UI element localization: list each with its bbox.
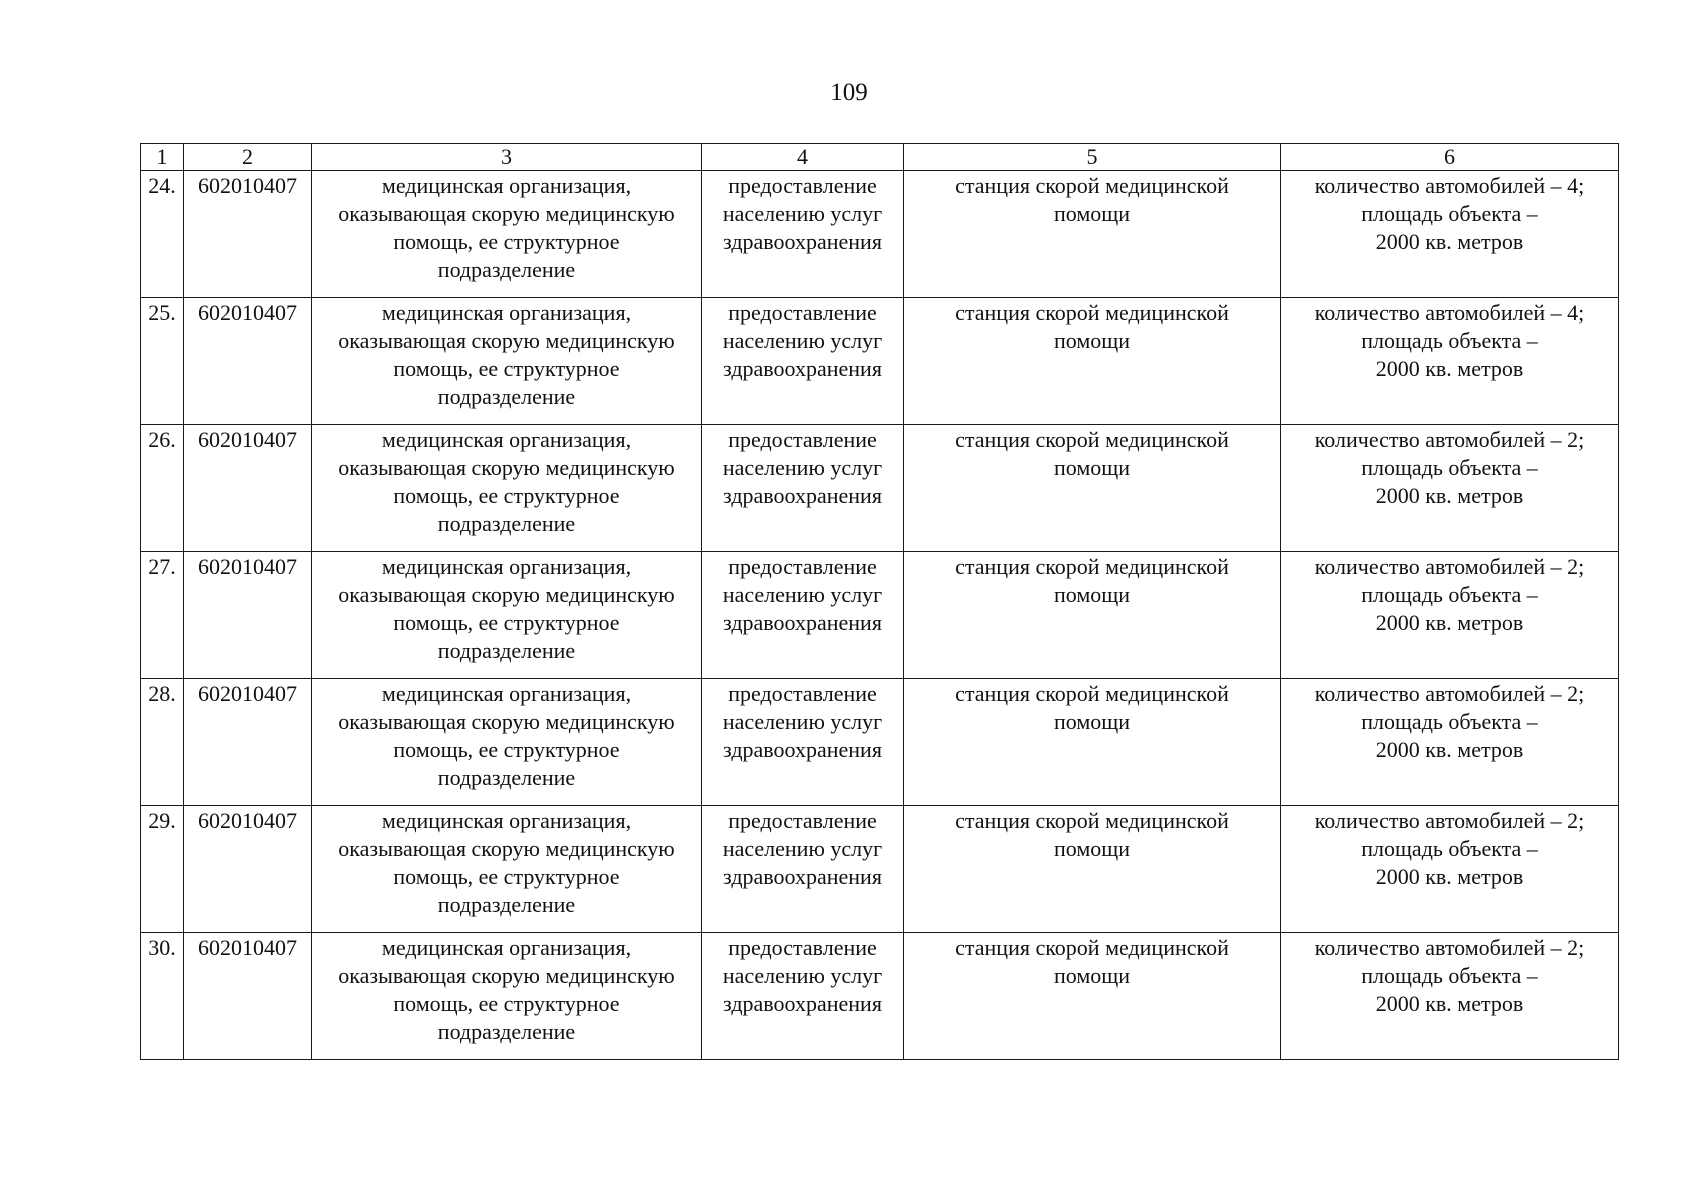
cell-line: помощи [1054,709,1130,734]
purpose-cell [702,298,904,425]
code-cell: 602010407 [184,171,312,298]
cell-line: предоставление [728,808,877,833]
cell-line: помощь, ее структурное [393,356,620,381]
cell-line: подразделение [437,638,576,663]
cell-line: оказывающая скорую медицинскую [338,836,675,861]
cell-line: количество автомобилей – 2; [1314,681,1585,706]
cell-line: населению услуг [722,963,883,988]
cell-line: помощи [1054,963,1130,988]
cell-line: помощи [1054,582,1130,607]
cell-line: станция скорой медицинской [955,554,1229,579]
organization-cell [312,933,702,1060]
register-table-body [141,144,1619,1060]
parameters-cell [1281,552,1619,679]
cell-line: медицинская организация, [381,681,632,706]
organization-cell [312,552,702,679]
code-cell: 602010407 [184,298,312,425]
cell-line: населению услуг [722,582,883,607]
cell-line: подразделение [437,1019,576,1044]
cell-line: 2000 кв. метров [1375,356,1524,381]
cell-line: 2000 кв. метров [1375,737,1524,762]
cell-line: оказывающая скорую медицинскую [338,328,675,353]
cell-line: помощь, ее структурное [393,229,620,254]
cell-line: предоставление [728,554,877,579]
cell-line: площадь объекта – [1361,582,1538,607]
object-cell [904,679,1281,806]
cell-line: помощь, ее структурное [393,737,620,762]
cell-line: медицинская организация, [381,935,632,960]
column-number-header: 6 [1281,144,1619,171]
cell-line: здравоохранения [723,483,882,508]
column-number-header: 3 [312,144,702,171]
purpose-cell [702,171,904,298]
row-number-cell: 27. [141,552,184,679]
table-row [141,552,1619,679]
code-cell: 602010407 [184,806,312,933]
cell-line: помощь, ее структурное [393,610,620,635]
purpose-cell [702,552,904,679]
organization-cell [312,298,702,425]
cell-line: населению услуг [722,709,883,734]
cell-line: предоставление [728,427,877,452]
cell-line: населению услуг [722,201,883,226]
cell-line: 2000 кв. метров [1375,483,1524,508]
cell-line: 2000 кв. метров [1375,229,1524,254]
table-row [141,933,1619,1060]
parameters-cell [1281,806,1619,933]
parameters-cell [1281,933,1619,1060]
object-cell [904,425,1281,552]
cell-line: подразделение [437,765,576,790]
table-row [141,679,1619,806]
cell-line: 2000 кв. метров [1375,991,1524,1016]
parameters-cell [1281,298,1619,425]
cell-line: станция скорой медицинской [955,173,1229,198]
cell-line: помощь, ее структурное [393,991,620,1016]
cell-line: предоставление [728,173,877,198]
code-cell: 602010407 [184,933,312,1060]
object-cell [904,933,1281,1060]
cell-line: 2000 кв. метров [1375,864,1524,889]
cell-line: площадь объекта – [1361,328,1538,353]
cell-line: медицинская организация, [381,427,632,452]
cell-line: станция скорой медицинской [955,808,1229,833]
organization-cell [312,425,702,552]
table-row [141,425,1619,552]
cell-line: количество автомобилей – 4; [1314,300,1585,325]
parameters-cell [1281,425,1619,552]
column-number-header: 1 [141,144,184,171]
cell-line: станция скорой медицинской [955,427,1229,452]
purpose-cell [702,425,904,552]
row-number-cell: 29. [141,806,184,933]
cell-line: подразделение [437,257,576,282]
cell-line: медицинская организация, [381,300,632,325]
cell-line: здравоохранения [723,610,882,635]
cell-line: оказывающая скорую медицинскую [338,201,675,226]
parameters-cell [1281,679,1619,806]
cell-line: оказывающая скорую медицинскую [338,455,675,480]
cell-line: станция скорой медицинской [955,681,1229,706]
cell-line: здравоохранения [723,229,882,254]
row-number-cell: 24. [141,171,184,298]
row-number-cell: 28. [141,679,184,806]
cell-line: здравоохранения [723,356,882,381]
table-row [141,298,1619,425]
purpose-cell [702,679,904,806]
object-cell [904,552,1281,679]
cell-line: станция скорой медицинской [955,935,1229,960]
code-cell: 602010407 [184,679,312,806]
cell-line: 2000 кв. метров [1375,610,1524,635]
cell-line: помощи [1054,455,1130,480]
column-number-header: 2 [184,144,312,171]
table-row [141,806,1619,933]
organization-cell [312,679,702,806]
cell-line: населению услуг [722,836,883,861]
column-number-header: 5 [904,144,1281,171]
object-cell [904,806,1281,933]
cell-line: количество автомобилей – 4; [1314,173,1585,198]
cell-line: количество автомобилей – 2; [1314,427,1585,452]
cell-line: медицинская организация, [381,554,632,579]
code-cell: 602010407 [184,552,312,679]
cell-line: площадь объекта – [1361,836,1538,861]
cell-line: предоставление [728,681,877,706]
cell-line: предоставление [728,935,877,960]
table-row [141,171,1619,298]
cell-line: оказывающая скорую медицинскую [338,963,675,988]
cell-line: населению услуг [722,455,883,480]
cell-line: предоставление [728,300,877,325]
column-number-row [141,144,1619,171]
cell-line: площадь объекта – [1361,709,1538,734]
page-number: 109 [830,79,868,106]
cell-line: медицинская организация, [381,808,632,833]
register-table [140,143,1619,1060]
cell-line: подразделение [437,892,576,917]
row-number-cell: 30. [141,933,184,1060]
cell-line: здравоохранения [723,864,882,889]
row-number-cell: 26. [141,425,184,552]
column-number-header: 4 [702,144,904,171]
cell-line: оказывающая скорую медицинскую [338,582,675,607]
object-cell [904,298,1281,425]
cell-line: помощи [1054,328,1130,353]
cell-line: населению услуг [722,328,883,353]
cell-line: медицинская организация, [381,173,632,198]
row-number-cell: 25. [141,298,184,425]
cell-line: количество автомобилей – 2; [1314,554,1585,579]
cell-line: количество автомобилей – 2; [1314,808,1585,833]
cell-line: помощи [1054,836,1130,861]
cell-line: помощи [1054,201,1130,226]
cell-line: подразделение [437,511,576,536]
cell-line: площадь объекта – [1361,201,1538,226]
code-cell: 602010407 [184,425,312,552]
organization-cell [312,171,702,298]
cell-line: количество автомобилей – 2; [1314,935,1585,960]
parameters-cell [1281,171,1619,298]
cell-line: помощь, ее структурное [393,864,620,889]
purpose-cell [702,933,904,1060]
cell-line: станция скорой медицинской [955,300,1229,325]
cell-line: здравоохранения [723,737,882,762]
purpose-cell [702,806,904,933]
cell-line: здравоохранения [723,991,882,1016]
cell-line: помощь, ее структурное [393,483,620,508]
cell-line: площадь объекта – [1361,963,1538,988]
cell-line: подразделение [437,384,576,409]
object-cell [904,171,1281,298]
cell-line: площадь объекта – [1361,455,1538,480]
cell-line: оказывающая скорую медицинскую [338,709,675,734]
organization-cell [312,806,702,933]
